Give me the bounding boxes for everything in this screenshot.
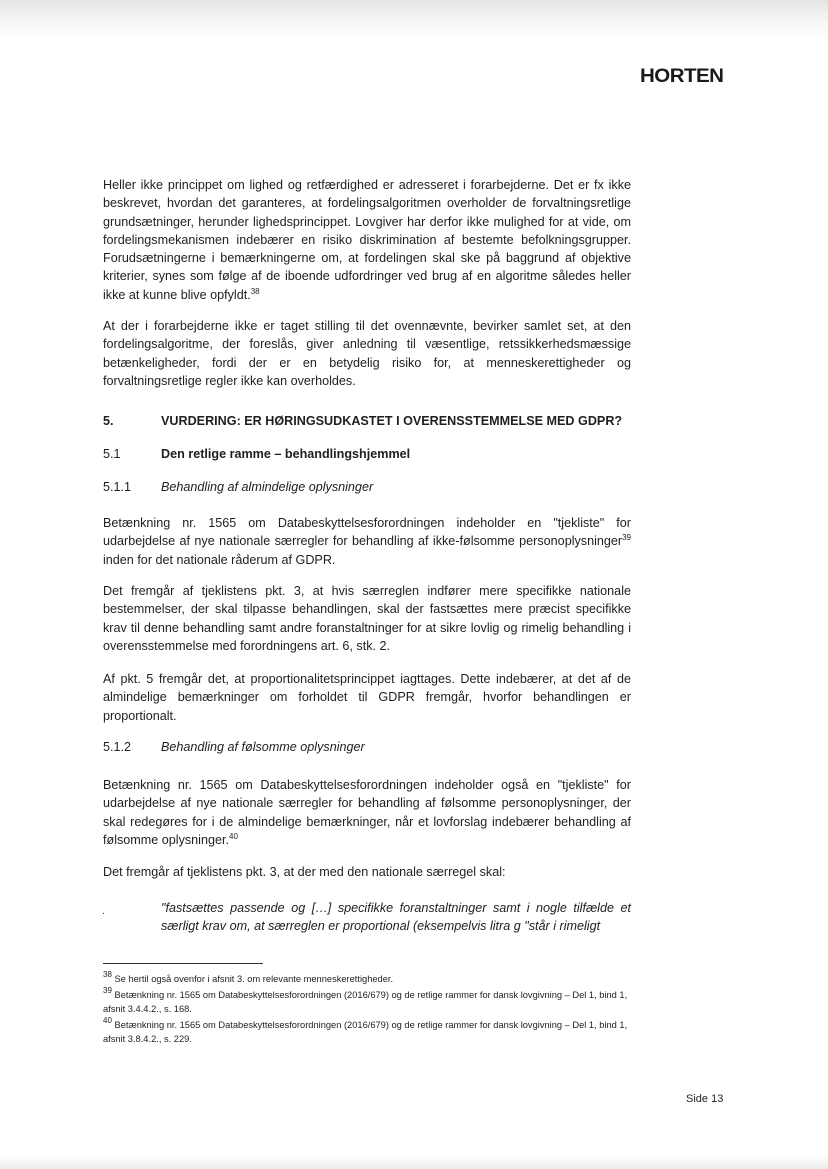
paragraph-3-text-b: inden for det nationale råderum af GDPR.	[103, 552, 336, 567]
footnote-ref-39: 39	[622, 533, 631, 543]
footnote-40-number: 40	[103, 1016, 112, 1025]
section-5-title: VURDERING: ER HØRINGSUDKASTET I OVERENSSTEMMELSE MED GDPR?	[161, 414, 623, 428]
footnote-39	[103, 988, 631, 1016]
paragraph-5-text: Af pkt. 5 fremgår det, at proportionalitetsprincippet iagttages. Dette indebærer, at det af de almindelige bemærkninger om forholdet til GDPR fremgår, hvorfor behandlingen er proportionalt.	[103, 672, 631, 723]
footnote-39-number: 39	[103, 986, 112, 995]
footnote-ref-40: 40	[229, 831, 238, 841]
footnote-ref-38: 38	[250, 286, 260, 296]
page-number: Side 13	[686, 1093, 724, 1105]
footnote-38-number: 38	[103, 970, 112, 979]
paragraph-3-text-a: Betænkning nr. 1565 om Databeskyttelsesforordningen indeholder en "tjekliste" for udarbejdelse af nye nationale særregler for behandling af ikke-følsomme personoplysninger	[103, 516, 631, 549]
section-5-1-1-number: 5.1.1	[103, 480, 132, 494]
footnote-38	[103, 972, 631, 986]
section-5-number: 5.	[103, 414, 114, 428]
scan-bottom-edge	[0, 1155, 828, 1169]
scan-top-edge	[0, 0, 828, 40]
paragraph-6-text: Betænkning nr. 1565 om Databeskyttelsesforordningen indeholder også en "tjekliste" for udarbejdelse af nye nationale særregler for behandling af følsomme personoplysninger, der skal redegøres for i de almindelige bemærkninger, når et lovforslag indebærer behandling af følsomme oplysninger.	[103, 778, 631, 847]
horten-logo: HORTEN	[640, 66, 724, 87]
footnote-40	[103, 1018, 631, 1046]
paragraph-7	[103, 863, 631, 881]
section-5-1-number: 5.1	[103, 447, 121, 461]
footnote-40-text: Betænkning nr. 1565 om Databeskyttelsesforordningen (2016/679) og de retlige rammer for dansk lovgivning – Del 1, bind 1, afsnit 3.8.4.2., s. 229.	[103, 1020, 628, 1044]
section-5-1-1-title: Behandling af almindelige oplysninger	[161, 480, 374, 494]
paragraph-2	[103, 317, 631, 390]
footnote-separator	[103, 963, 263, 964]
paragraph-7-text: Det fremgår af tjeklistens pkt. 3, at der med den nationale særregel skal:	[103, 865, 506, 879]
paragraph-6	[103, 776, 631, 849]
section-5-1-2-number: 5.1.2	[103, 740, 132, 754]
footnote-38-text: Se hertil også ovenfor i afsnit 3. om relevante menneskerettigheder.	[114, 974, 394, 984]
paragraph-2-text: At der i forarbejderne ikke er taget stilling til det ovennævnte, bevirker samlet set, at den fordelingsalgoritme, der foreslås, giver anledning til væsentlige, retssikkerhedsmæssige betænkeligheder, fordi der er en betydelig risiko for, at menneskerettigheder og forvaltningsretlige regler ikke kan overholdes.	[103, 319, 631, 388]
section-5-1-2-title: Behandling af følsomme oplysninger	[161, 740, 365, 754]
section-5-1-title: Den retlige ramme – behandlingshjemmel	[161, 447, 411, 461]
footnote-39-text: Betænkning nr. 1565 om Databeskyttelsesforordningen (2016/679) og de retlige rammer for dansk lovgivning – Del 1, bind 1, afsnit 3.4.4.2., s. 168.	[103, 990, 628, 1014]
paragraph-5	[103, 670, 631, 725]
paragraph-3	[103, 514, 631, 569]
paragraph-1-text: Heller ikke princippet om lighed og retfærdighed er adresseret i forarbejderne. Det er fx ikke beskrevet, hvordan det garanteres, at fordelingsalgoritmen overholder de forvaltningsretlige grundsætninger, herunder lighedsprincippet. Lovgiver har derfor ikke mulighed for at vide, om fordelingsmekanismen indebærer en risiko diskrimination af bestemte befolkningsgrupper. Forudsætningerne i bemærkningerne om, at fordelingen skal ske på baggrund af objektive kriterier, synes som følge af de iboende udfordringer ved brug af en algoritme således heller ikke at kunne blive opfyldt.	[103, 178, 631, 302]
paragraph-4-text: Det fremgår af tjeklistens pkt. 3, at hvis særreglen indfører mere specifikke nationale bestemmelser, der skal tilpasse behandlingen, skal der fastsættes mere præcist specifikke krav til denne behandling samt andre foranstaltninger for at sikre lovlig og rimelig behandling i overensstemmelse med forordningens art. 6, stk. 2.	[103, 584, 631, 653]
paragraph-4	[103, 582, 631, 655]
quote-bullet: .	[102, 906, 105, 917]
block-quote: "fastsættes passende og […] specifikke foranstaltninger samt i nogle tilfælde et særligt krav om, at særreglen er proportional (eksempelvis litra g "står i rimeligt	[161, 901, 631, 934]
paragraph-1	[103, 176, 631, 304]
